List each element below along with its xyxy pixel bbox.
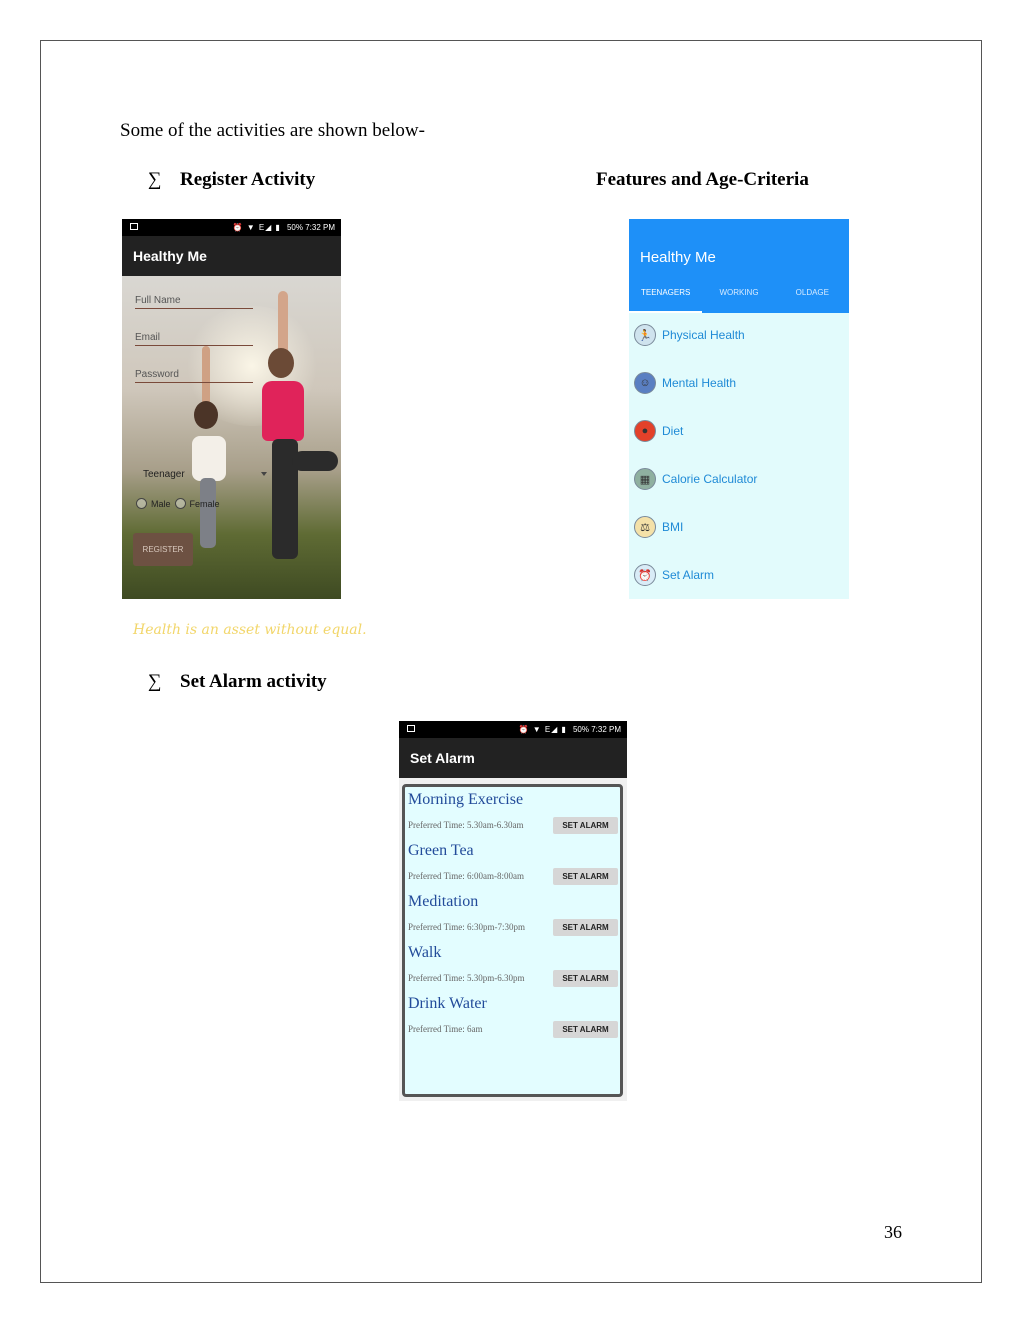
activity-name: Drink Water	[408, 995, 487, 1012]
category-dropdown[interactable]	[143, 469, 267, 480]
set-alarm-button[interactable]: SET ALARM	[553, 817, 618, 834]
feature-calorie-calculator[interactable]	[634, 468, 757, 490]
mental-health-icon: ☺	[634, 372, 656, 394]
alarm-clock-icon: ⏰	[634, 564, 656, 586]
features-heading: Features and Age-Criteria	[596, 169, 809, 190]
feature-label: Calorie Calculator	[662, 472, 758, 486]
notification-icon	[407, 725, 415, 732]
activity-name: Meditation	[408, 893, 479, 910]
feature-label: Set Alarm	[662, 568, 715, 582]
features-app-bar	[629, 219, 849, 313]
feature-label: Diet	[662, 424, 684, 438]
app-title: Healthy Me	[122, 236, 341, 276]
feature-label: BMI	[662, 520, 684, 534]
tab-oldage[interactable]: OLDAGE	[795, 288, 829, 297]
status-icons: ⏰ ▼ E◢ ▮	[232, 223, 281, 232]
set-alarm-button[interactable]: SET ALARM	[553, 919, 618, 936]
bullet-symbol: ∑	[148, 671, 162, 692]
register-screenshot	[122, 219, 367, 638]
features-screenshot	[629, 219, 849, 599]
activity-name: Green Tea	[408, 842, 474, 859]
set-alarm-button[interactable]: SET ALARM	[553, 970, 618, 987]
status-bar	[399, 721, 627, 738]
email-input[interactable]: Email	[135, 332, 253, 346]
bullet-symbol: ∑	[148, 169, 162, 190]
activity-time: Preferred Time: 6:30pm-7:30pm	[408, 922, 525, 932]
feature-physical-health[interactable]	[634, 324, 745, 346]
battery-text: 50%	[286, 223, 303, 232]
feature-bmi[interactable]	[634, 516, 683, 538]
yoga-background-image	[122, 276, 367, 638]
set-alarm-screenshot	[399, 721, 627, 1101]
battery-text: 50%	[572, 725, 589, 734]
activity-name: Morning Exercise	[408, 791, 524, 808]
activity-time: Preferred Time: 5.30pm-6.30pm	[408, 973, 525, 983]
register-button[interactable]: REGISTER	[133, 533, 193, 566]
tab-teenagers[interactable]: TEENAGERS	[629, 288, 702, 313]
feature-set-alarm[interactable]	[634, 564, 714, 586]
activity-time: Preferred Time: 6am	[408, 1024, 483, 1034]
clock-text: 7:32 PM	[305, 223, 335, 232]
gender-radio-group	[136, 498, 220, 509]
app-title: Healthy Me	[640, 249, 716, 266]
app-title: Set Alarm	[399, 738, 627, 778]
age-tabs	[629, 288, 849, 313]
clock-text: 7:32 PM	[591, 725, 621, 734]
notification-icon	[130, 223, 138, 230]
register-heading	[148, 169, 315, 191]
full-name-input[interactable]: Full Name	[135, 295, 253, 309]
health-quote: Health is an asset without equal.	[133, 622, 367, 638]
physical-health-icon: 🏃	[634, 324, 656, 346]
activity-name: Walk	[408, 944, 442, 961]
feature-label: Mental Health	[662, 376, 737, 390]
category-value: Teenager	[143, 469, 185, 480]
intro-text: Some of the activities are shown below-	[120, 120, 425, 141]
alarm-heading	[148, 671, 327, 693]
activity-time: Preferred Time: 6:00am-8:00am	[408, 871, 524, 881]
register-heading-text: Register Activity	[180, 169, 316, 190]
male-label: Male	[151, 498, 171, 509]
set-alarm-button[interactable]: SET ALARM	[553, 868, 618, 885]
activity-time: Preferred Time: 5.30am-6.30am	[408, 820, 524, 830]
dropdown-arrow-icon	[261, 472, 267, 476]
status-icons: ⏰ ▼ E◢ ▮	[518, 725, 567, 734]
password-input[interactable]: Password	[135, 369, 253, 383]
diet-icon: ●	[634, 420, 656, 442]
status-bar	[122, 219, 341, 236]
feature-diet[interactable]	[634, 420, 683, 442]
calculator-icon: ▦	[634, 468, 656, 490]
feature-label: Physical Health	[662, 328, 745, 342]
tab-working[interactable]: WORKING	[719, 288, 759, 297]
alarm-heading-text: Set Alarm activity	[180, 671, 327, 692]
page-number: 36	[884, 1222, 902, 1242]
female-radio[interactable]	[175, 498, 186, 509]
male-radio[interactable]	[136, 498, 147, 509]
feature-mental-health[interactable]	[634, 372, 736, 394]
scale-icon: ⚖	[634, 516, 656, 538]
female-label: Female	[189, 498, 220, 509]
set-alarm-button[interactable]: SET ALARM	[553, 1021, 618, 1038]
alarm-list	[402, 784, 623, 1097]
